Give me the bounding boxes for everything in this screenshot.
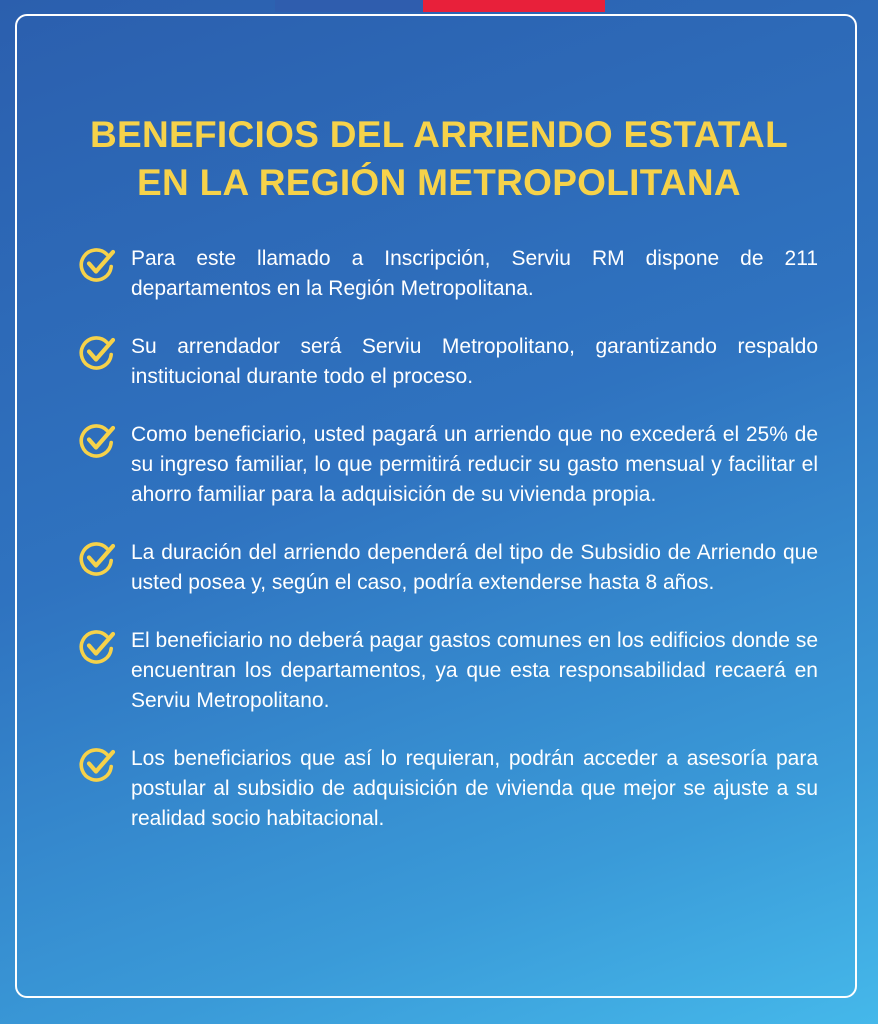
top-accent-bar-red	[423, 0, 605, 12]
check-circle-icon	[78, 628, 116, 666]
benefit-item-2	[78, 332, 818, 392]
benefit-item-4	[78, 538, 818, 598]
benefit-text: La duración del arriendo dependerá del tipo de Subsidio de Arriendo que usted posea y, según el caso, podría extenderse hasta 8 años.	[131, 541, 818, 594]
benefit-text: Los beneficiarios que así lo requieran, podrán acceder a asesoría para postular al subsidio de adquisición de vivienda que mejor se ajuste a su realidad socio habitacional.	[131, 747, 818, 830]
check-circle-icon	[78, 746, 116, 784]
top-accent-bar-blue	[275, 0, 423, 12]
benefit-item-1	[78, 244, 818, 304]
benefits-list	[78, 244, 818, 862]
benefit-item-3	[78, 420, 818, 510]
check-circle-icon	[78, 246, 116, 284]
benefit-text: Como beneficiario, usted pagará un arriendo que no excederá el 25% de su ingreso familiar, lo que permitirá reducir su gasto mensual y facilitar el ahorro familiar para la adquisición de su vivienda propia.	[131, 423, 818, 506]
check-circle-icon	[78, 422, 116, 460]
benefit-text: Para este llamado a Inscripción, Serviu RM dispone de 211 departamentos en la Región Metropolitana.	[131, 247, 818, 300]
title-line-1: BENEFICIOS DEL ARRIENDO ESTATAL	[90, 113, 788, 155]
benefit-text: Su arrendador será Serviu Metropolitano, garantizando respaldo institucional durante todo el proceso.	[131, 335, 818, 388]
title-line-2: EN LA REGIÓN METROPOLITANA	[137, 161, 741, 203]
page-title	[0, 111, 878, 207]
benefit-item-6	[78, 744, 818, 834]
check-circle-icon	[78, 334, 116, 372]
benefit-item-5	[78, 626, 818, 716]
benefit-text: El beneficiario no deberá pagar gastos comunes en los edificios donde se encuentran los departamentos, ya que esta responsabilidad recaerá en Serviu Metropolitano.	[131, 629, 818, 712]
check-circle-icon	[78, 540, 116, 578]
